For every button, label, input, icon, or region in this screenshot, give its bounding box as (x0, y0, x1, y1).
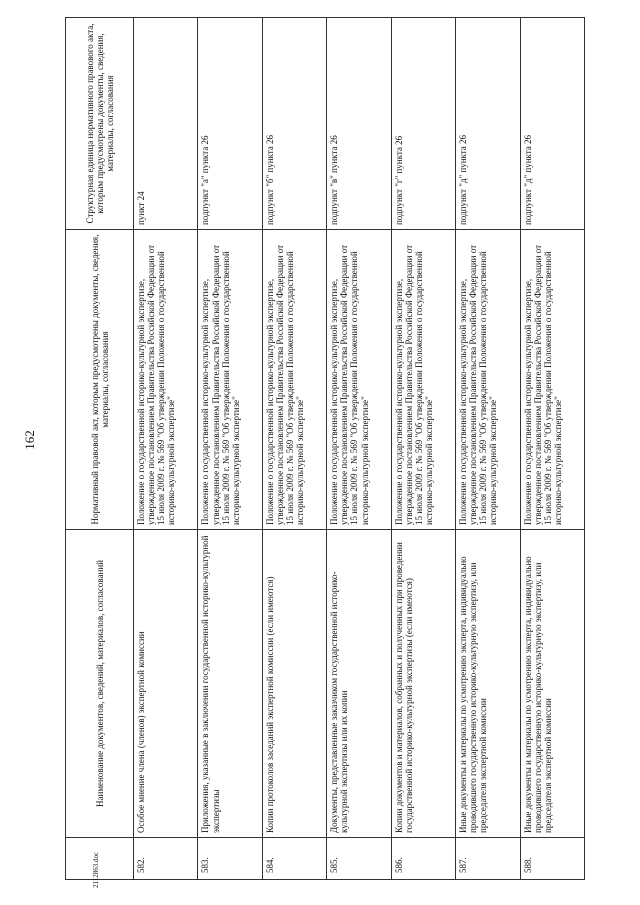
row-name: Копии протоколов заседаний экспертной комиссии (если имеются) (262, 530, 326, 838)
row-act: Положение о государственной историко-культурной экспертизе, утвержденное постановлением Правительства Российской Федерации от 15 июля 2009 г. № 569 "Об утверждении Положения о государственной историко-культурной экспертизе" (520, 230, 584, 530)
table-row (456, 18, 520, 880)
row-number: 582. (134, 838, 198, 880)
table-row (262, 18, 326, 880)
row-number: 585. (327, 838, 391, 880)
row-name: Документы, представленные заказчиком государственной историко-культурной экспертизы или их копии (327, 530, 391, 838)
row-number: 588. (520, 838, 584, 880)
rotated-page (65, 16, 585, 880)
row-act: Положение о государственной историко-культурной экспертизе, утвержденное постановлением Правительства Российской Федерации от 15 июля 2009 г. № 569 "Об утверждении Положения о государственной историко-культурной экспертизе" (198, 230, 262, 530)
row-unit: подпункт "а" пункта 26 (198, 18, 262, 230)
row-act: Положение о государственной историко-культурной экспертизе, утвержденное постановлением Правительства Российской Федерации от 15 июля 2009 г. № 569 "Об утверждении Положения о государственной историко-культурной экспертизе" (391, 230, 455, 530)
row-unit: подпункт "д" пункта 26 (520, 18, 584, 230)
table-row (134, 18, 198, 880)
row-name: Приложения, указанные в заключении государственной историко-культурной экспертизы (198, 530, 262, 838)
row-name: Иные документы и материалы по усмотрению эксперта, индивидуально проводившего государственную историко-культурную экспертизу, или председателя экспертной комиссии (456, 530, 520, 838)
table-body (134, 18, 585, 880)
row-number: 586. (391, 838, 455, 880)
row-unit: подпункт "г" пункта 26 (391, 18, 455, 230)
row-unit: подпункт "в" пункта 26 (327, 18, 391, 230)
row-name: Особое мнение члена (членов) экспертной комиссии (134, 530, 198, 838)
page-number: 162 (21, 430, 37, 450)
header-act: Нормативный правовой акт, которым предусмотрены документы, сведения, материалы, согласования (66, 230, 134, 530)
header-unit: Структурная единица нормативного правового акта, которым предусмотрены документы, сведения, материалы, согласования (66, 18, 134, 230)
row-act: Положение о государственной историко-культурной экспертизе, утвержденное постановлением Правительства Российской Федерации от 15 июля 2009 г. № 569 "Об утверждении Положения о государственной историко-культурной экспертизе" (134, 230, 198, 530)
row-name: Копии документов и материалов, собранных и полученных при проведении государственной историко-культурной экспертизы (если имеются) (391, 530, 455, 838)
header-name: Наименование документов, сведений, материалов, согласований (66, 530, 134, 838)
row-number: 583. (198, 838, 262, 880)
row-unit: подпункт "б" пункта 26 (262, 18, 326, 230)
row-act: Положение о государственной историко-культурной экспертизе, утвержденное постановлением Правительства Российской Федерации от 15 июля 2009 г. № 569 "Об утверждении Положения о государственной историко-культурной экспертизе" (456, 230, 520, 530)
table-row (327, 18, 391, 880)
footer-filename: 2112863.doc (92, 851, 100, 888)
table-row (520, 18, 584, 880)
row-unit: подпункт "д" пункта 26 (456, 18, 520, 230)
row-name: Иные документы и материалы по усмотрению эксперта, индивидуально проводившего государственную историко-культурную экспертизу, или председателя экспертной комиссии (520, 530, 584, 838)
row-number: 587. (456, 838, 520, 880)
row-number: 584. (262, 838, 326, 880)
documents-table (65, 17, 585, 880)
table-row (198, 18, 262, 880)
table-header-row (66, 18, 134, 880)
row-unit: пункт 24 (134, 18, 198, 230)
row-act: Положение о государственной историко-культурной экспертизе, утвержденное постановлением Правительства Российской Федерации от 15 июля 2009 г. № 569 "Об утверждении Положения о государственной историко-культурной экспертизе" (262, 230, 326, 530)
table-row (391, 18, 455, 880)
row-act: Положение о государственной историко-культурной экспертизе, утвержденное постановлением Правительства Российской Федерации от 15 июля 2009 г. № 569 "Об утверждении Положения о государственной историко-культурной экспертизе" (327, 230, 391, 530)
